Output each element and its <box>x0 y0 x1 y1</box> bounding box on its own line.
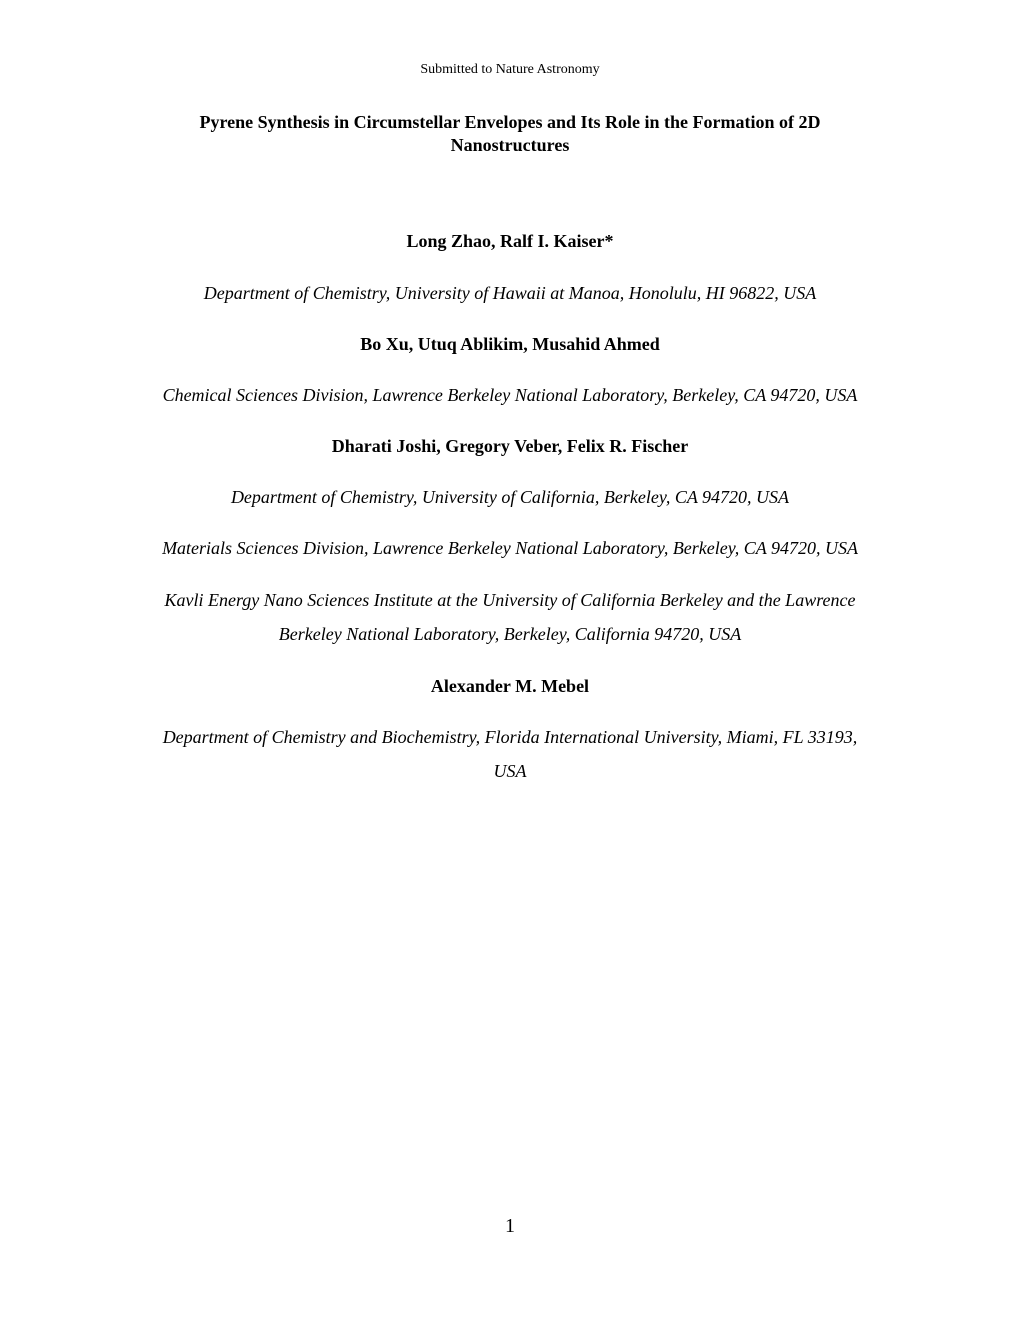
affiliation: Department of Chemistry, University of Hawaii at Manoa, Honolulu, HI 96822, USA <box>203 283 817 303</box>
author-list: Dharati Joshi, Gregory Veber, Felix R. Fischer <box>331 436 689 456</box>
affiliation: Department of Chemistry, University of California, Berkeley, CA 94720, USA <box>230 487 790 507</box>
affiliation: Berkeley National Laboratory, Berkeley, California 94720, USA <box>278 624 742 644</box>
author-list: Long Zhao, Ralf I. Kaiser* <box>406 231 614 251</box>
affiliation: Chemical Sciences Division, Lawrence Berkeley National Laboratory, Berkeley, CA 94720, USA <box>162 385 858 405</box>
affiliation: Materials Sciences Division, Lawrence Berkeley National Laboratory, Berkeley, CA 94720, USA <box>162 538 858 558</box>
affiliation: Department of Chemistry and Biochemistry, Florida International University, Miami, FL 33193, <box>162 727 858 747</box>
page-number: 1 <box>505 1215 515 1237</box>
author-list: Bo Xu, Utuq Ablikim, Musahid Ahmed <box>360 334 660 354</box>
paper-title-line-2: Nanostructures <box>450 135 570 155</box>
affiliation: Kavli Energy Nano Sciences Institute at the University of California Berkeley and the Lawrence <box>164 590 856 610</box>
affiliation: USA <box>493 761 527 781</box>
running-header: Submitted to Nature Astronomy <box>420 62 600 77</box>
paper-title-line-1: Pyrene Synthesis in Circumstellar Envelopes and Its Role in the Formation of 2D <box>199 112 821 132</box>
author-list: Alexander M. Mebel <box>430 676 590 696</box>
